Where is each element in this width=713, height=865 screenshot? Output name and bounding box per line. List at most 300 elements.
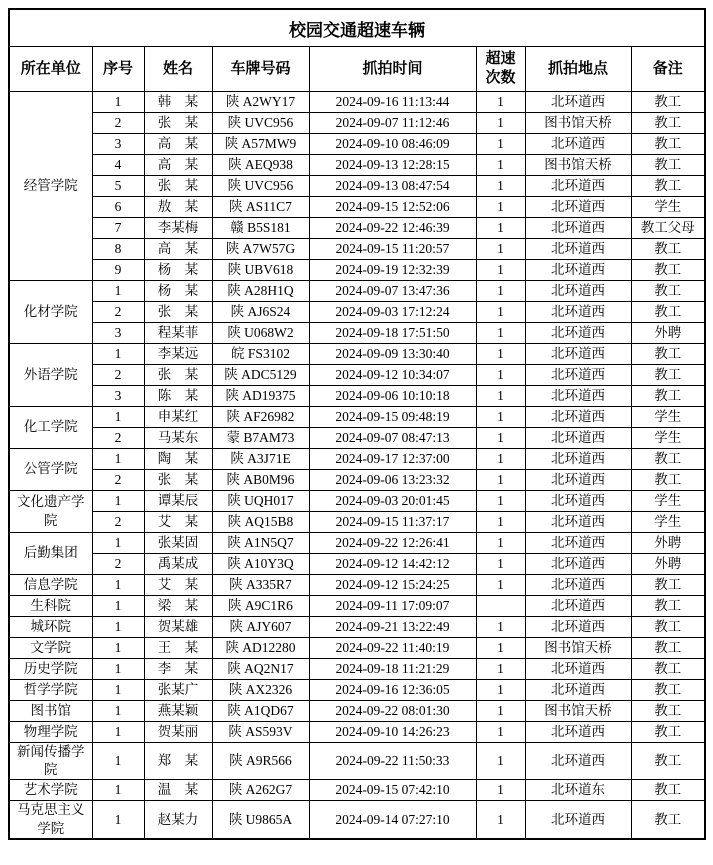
count-cell: 1 bbox=[476, 323, 525, 344]
location-cell: 北环道西 bbox=[525, 323, 631, 344]
plate-cell: 陕 A1N5Q7 bbox=[212, 533, 309, 554]
count-cell: 1 bbox=[476, 281, 525, 302]
no-cell: 1 bbox=[92, 491, 144, 512]
plate-cell: 陕 AX2326 bbox=[212, 680, 309, 701]
unit-cell: 城环院 bbox=[9, 617, 92, 638]
no-cell: 1 bbox=[92, 407, 144, 428]
remark-cell: 外聘 bbox=[631, 323, 705, 344]
table-row bbox=[9, 701, 705, 722]
table-row bbox=[9, 281, 705, 302]
unit-cell: 外语学院 bbox=[9, 344, 92, 407]
plate-cell: 陕 UBV618 bbox=[212, 260, 309, 281]
count-cell: 1 bbox=[476, 743, 525, 780]
plate-cell: 陕 A2WY17 bbox=[212, 92, 309, 113]
table-row bbox=[9, 428, 705, 449]
unit-cell: 生科院 bbox=[9, 596, 92, 617]
name-cell: 高 某 bbox=[144, 155, 212, 176]
location-cell: 北环道西 bbox=[525, 92, 631, 113]
no-cell: 2 bbox=[92, 512, 144, 533]
time-cell: 2024-09-15 11:20:57 bbox=[309, 239, 476, 260]
table-row bbox=[9, 449, 705, 470]
count-cell: 1 bbox=[476, 260, 525, 281]
count-cell: 1 bbox=[476, 491, 525, 512]
count-cell: 1 bbox=[476, 302, 525, 323]
plate-cell: 陕 A9R566 bbox=[212, 743, 309, 780]
time-cell: 2024-09-03 17:12:24 bbox=[309, 302, 476, 323]
plate-cell: 陕 AJY607 bbox=[212, 617, 309, 638]
unit-cell: 经管学院 bbox=[9, 92, 92, 281]
count-cell: 1 bbox=[476, 659, 525, 680]
table-row bbox=[9, 344, 705, 365]
name-cell: 温 某 bbox=[144, 780, 212, 801]
remark-cell: 教工父母 bbox=[631, 218, 705, 239]
name-cell: 艾 某 bbox=[144, 512, 212, 533]
no-cell: 1 bbox=[92, 92, 144, 113]
table-row bbox=[9, 197, 705, 218]
plate-cell: 陕 UQH017 bbox=[212, 491, 309, 512]
remark-cell: 教工 bbox=[631, 155, 705, 176]
unit-cell: 哲学学院 bbox=[9, 680, 92, 701]
time-cell: 2024-09-21 13:22:49 bbox=[309, 617, 476, 638]
location-cell: 北环道西 bbox=[525, 302, 631, 323]
no-cell: 3 bbox=[92, 323, 144, 344]
name-cell: 张 某 bbox=[144, 176, 212, 197]
column-header-time: 抓拍时间 bbox=[309, 47, 476, 92]
plate-cell: 赣 B5S181 bbox=[212, 218, 309, 239]
plate-cell: 陕 UVC956 bbox=[212, 113, 309, 134]
name-cell: 贺某丽 bbox=[144, 722, 212, 743]
name-cell: 王 某 bbox=[144, 638, 212, 659]
unit-cell: 公管学院 bbox=[9, 449, 92, 491]
location-cell: 北环道西 bbox=[525, 743, 631, 780]
table-row bbox=[9, 113, 705, 134]
plate-cell: 陕 A28H1Q bbox=[212, 281, 309, 302]
name-cell: 韩 某 bbox=[144, 92, 212, 113]
column-header-count: 超速次数 bbox=[476, 47, 525, 92]
name-cell: 张某固 bbox=[144, 533, 212, 554]
table-row bbox=[9, 722, 705, 743]
no-cell: 1 bbox=[92, 617, 144, 638]
unit-cell: 信息学院 bbox=[9, 575, 92, 596]
plate-cell: 陕 AD19375 bbox=[212, 386, 309, 407]
count-cell: 1 bbox=[476, 722, 525, 743]
count-cell: 1 bbox=[476, 197, 525, 218]
table-row bbox=[9, 470, 705, 491]
location-cell: 北环道东 bbox=[525, 780, 631, 801]
time-cell: 2024-09-12 10:34:07 bbox=[309, 365, 476, 386]
remark-cell: 教工 bbox=[631, 780, 705, 801]
name-cell: 张 某 bbox=[144, 302, 212, 323]
no-cell: 1 bbox=[92, 701, 144, 722]
plate-cell: 陕 A3J71E bbox=[212, 449, 309, 470]
table-row bbox=[9, 554, 705, 575]
plate-cell: 陕 U9865A bbox=[212, 801, 309, 839]
count-cell: 1 bbox=[476, 801, 525, 839]
time-cell: 2024-09-13 12:28:15 bbox=[309, 155, 476, 176]
column-header-unit: 所在单位 bbox=[9, 47, 92, 92]
name-cell: 高 某 bbox=[144, 239, 212, 260]
plate-cell: 陕 UVC956 bbox=[212, 176, 309, 197]
column-header-name: 姓名 bbox=[144, 47, 212, 92]
no-cell: 6 bbox=[92, 197, 144, 218]
column-header-location: 抓拍地点 bbox=[525, 47, 631, 92]
time-cell: 2024-09-12 14:42:12 bbox=[309, 554, 476, 575]
table-row bbox=[9, 659, 705, 680]
count-cell: 1 bbox=[476, 680, 525, 701]
count-cell: 1 bbox=[476, 155, 525, 176]
plate-cell: 陕 ADC5129 bbox=[212, 365, 309, 386]
location-cell: 北环道西 bbox=[525, 176, 631, 197]
table-row bbox=[9, 365, 705, 386]
table-row bbox=[9, 491, 705, 512]
remark-cell: 教工 bbox=[631, 701, 705, 722]
location-cell: 北环道西 bbox=[525, 680, 631, 701]
location-cell: 北环道西 bbox=[525, 386, 631, 407]
table-row bbox=[9, 92, 705, 113]
time-cell: 2024-09-17 12:37:00 bbox=[309, 449, 476, 470]
no-cell: 3 bbox=[92, 386, 144, 407]
no-cell: 4 bbox=[92, 155, 144, 176]
time-cell: 2024-09-11 17:09:07 bbox=[309, 596, 476, 617]
table-row bbox=[9, 512, 705, 533]
remark-cell: 学生 bbox=[631, 407, 705, 428]
count-cell: 1 bbox=[476, 386, 525, 407]
count-cell: 1 bbox=[476, 512, 525, 533]
no-cell: 1 bbox=[92, 659, 144, 680]
name-cell: 禹某成 bbox=[144, 554, 212, 575]
plate-cell: 皖 FS3102 bbox=[212, 344, 309, 365]
no-cell: 3 bbox=[92, 134, 144, 155]
table-row bbox=[9, 218, 705, 239]
count-cell: 1 bbox=[476, 92, 525, 113]
name-cell: 程某菲 bbox=[144, 323, 212, 344]
column-header-plate: 车牌号码 bbox=[212, 47, 309, 92]
no-cell: 9 bbox=[92, 260, 144, 281]
no-cell: 2 bbox=[92, 428, 144, 449]
table-row bbox=[9, 260, 705, 281]
no-cell: 1 bbox=[92, 801, 144, 839]
name-cell: 陶 某 bbox=[144, 449, 212, 470]
speeding-vehicles-table bbox=[8, 8, 706, 840]
count-cell: 1 bbox=[476, 470, 525, 491]
time-cell: 2024-09-19 12:32:39 bbox=[309, 260, 476, 281]
time-cell: 2024-09-03 20:01:45 bbox=[309, 491, 476, 512]
name-cell: 梁 某 bbox=[144, 596, 212, 617]
time-cell: 2024-09-07 08:47:13 bbox=[309, 428, 476, 449]
count-cell: 1 bbox=[476, 407, 525, 428]
remark-cell: 教工 bbox=[631, 680, 705, 701]
location-cell: 北环道西 bbox=[525, 575, 631, 596]
location-cell: 北环道西 bbox=[525, 554, 631, 575]
location-cell: 北环道西 bbox=[525, 407, 631, 428]
no-cell: 1 bbox=[92, 780, 144, 801]
location-cell: 北环道西 bbox=[525, 659, 631, 680]
remark-cell: 学生 bbox=[631, 197, 705, 218]
unit-cell: 艺术学院 bbox=[9, 780, 92, 801]
plate-cell: 陕 AF26982 bbox=[212, 407, 309, 428]
count-cell: 1 bbox=[476, 134, 525, 155]
table-row bbox=[9, 533, 705, 554]
no-cell: 7 bbox=[92, 218, 144, 239]
no-cell: 2 bbox=[92, 365, 144, 386]
time-cell: 2024-09-14 07:27:10 bbox=[309, 801, 476, 839]
time-cell: 2024-09-15 12:52:06 bbox=[309, 197, 476, 218]
count-cell: 1 bbox=[476, 113, 525, 134]
remark-cell: 教工 bbox=[631, 92, 705, 113]
unit-cell: 物理学院 bbox=[9, 722, 92, 743]
count-cell: 1 bbox=[476, 617, 525, 638]
table-row bbox=[9, 780, 705, 801]
table-row bbox=[9, 743, 705, 780]
unit-cell: 马克思主义学院 bbox=[9, 801, 92, 839]
remark-cell: 教工 bbox=[631, 134, 705, 155]
remark-cell: 教工 bbox=[631, 638, 705, 659]
name-cell: 赵某力 bbox=[144, 801, 212, 839]
location-cell: 北环道西 bbox=[525, 428, 631, 449]
no-cell: 1 bbox=[92, 743, 144, 780]
table-row bbox=[9, 302, 705, 323]
no-cell: 1 bbox=[92, 344, 144, 365]
name-cell: 陈 某 bbox=[144, 386, 212, 407]
table-row bbox=[9, 407, 705, 428]
remark-cell: 学生 bbox=[631, 512, 705, 533]
name-cell: 张 某 bbox=[144, 113, 212, 134]
plate-cell: 陕 AQ2N17 bbox=[212, 659, 309, 680]
column-header-no: 序号 bbox=[92, 47, 144, 92]
time-cell: 2024-09-22 12:26:41 bbox=[309, 533, 476, 554]
count-cell: 1 bbox=[476, 533, 525, 554]
location-cell: 北环道西 bbox=[525, 218, 631, 239]
no-cell: 1 bbox=[92, 722, 144, 743]
time-cell: 2024-09-18 11:21:29 bbox=[309, 659, 476, 680]
no-cell: 1 bbox=[92, 680, 144, 701]
unit-cell: 文化遗产学院 bbox=[9, 491, 92, 533]
unit-cell: 新闻传播学院 bbox=[9, 743, 92, 780]
time-cell: 2024-09-10 08:46:09 bbox=[309, 134, 476, 155]
time-cell: 2024-09-10 14:26:23 bbox=[309, 722, 476, 743]
name-cell: 燕某颖 bbox=[144, 701, 212, 722]
name-cell: 马某东 bbox=[144, 428, 212, 449]
name-cell: 李某梅 bbox=[144, 218, 212, 239]
table-row bbox=[9, 323, 705, 344]
remark-cell: 教工 bbox=[631, 176, 705, 197]
name-cell: 艾 某 bbox=[144, 575, 212, 596]
time-cell: 2024-09-22 11:50:33 bbox=[309, 743, 476, 780]
location-cell: 图书馆天桥 bbox=[525, 155, 631, 176]
table-row bbox=[9, 801, 705, 839]
plate-cell: 陕 A9C1R6 bbox=[212, 596, 309, 617]
plate-cell: 陕 A262G7 bbox=[212, 780, 309, 801]
time-cell: 2024-09-06 13:23:32 bbox=[309, 470, 476, 491]
time-cell: 2024-09-15 07:42:10 bbox=[309, 780, 476, 801]
remark-cell: 教工 bbox=[631, 470, 705, 491]
remark-cell: 教工 bbox=[631, 617, 705, 638]
count-cell: 1 bbox=[476, 449, 525, 470]
location-cell: 北环道西 bbox=[525, 617, 631, 638]
remark-cell: 教工 bbox=[631, 365, 705, 386]
plate-cell: 陕 A10Y3Q bbox=[212, 554, 309, 575]
time-cell: 2024-09-22 12:46:39 bbox=[309, 218, 476, 239]
remark-cell: 教工 bbox=[631, 575, 705, 596]
plate-cell: 陕 U068W2 bbox=[212, 323, 309, 344]
table-row bbox=[9, 638, 705, 659]
name-cell: 杨 某 bbox=[144, 281, 212, 302]
count-cell: 1 bbox=[476, 554, 525, 575]
remark-cell: 教工 bbox=[631, 344, 705, 365]
no-cell: 2 bbox=[92, 470, 144, 491]
plate-cell: 陕 AD12280 bbox=[212, 638, 309, 659]
name-cell: 敖 某 bbox=[144, 197, 212, 218]
table-row bbox=[9, 386, 705, 407]
remark-cell: 教工 bbox=[631, 302, 705, 323]
no-cell: 1 bbox=[92, 449, 144, 470]
remark-cell: 教工 bbox=[631, 281, 705, 302]
location-cell: 图书馆天桥 bbox=[525, 638, 631, 659]
plate-cell: 蒙 B7AM73 bbox=[212, 428, 309, 449]
time-cell: 2024-09-06 10:10:18 bbox=[309, 386, 476, 407]
plate-cell: 陕 AEQ938 bbox=[212, 155, 309, 176]
name-cell: 张某广 bbox=[144, 680, 212, 701]
plate-cell: 陕 AS11C7 bbox=[212, 197, 309, 218]
location-cell: 北环道西 bbox=[525, 596, 631, 617]
time-cell: 2024-09-12 15:24:25 bbox=[309, 575, 476, 596]
location-cell: 北环道西 bbox=[525, 344, 631, 365]
count-cell: 1 bbox=[476, 701, 525, 722]
table-row bbox=[9, 155, 705, 176]
count-cell: 1 bbox=[476, 365, 525, 386]
remark-cell: 教工 bbox=[631, 596, 705, 617]
count-cell bbox=[476, 596, 525, 617]
remark-cell: 教工 bbox=[631, 801, 705, 839]
name-cell: 谭某辰 bbox=[144, 491, 212, 512]
remark-cell: 教工 bbox=[631, 722, 705, 743]
table-row bbox=[9, 176, 705, 197]
no-cell: 1 bbox=[92, 596, 144, 617]
time-cell: 2024-09-18 17:51:50 bbox=[309, 323, 476, 344]
location-cell: 北环道西 bbox=[525, 512, 631, 533]
plate-cell: 陕 AS593V bbox=[212, 722, 309, 743]
remark-cell: 外聘 bbox=[631, 554, 705, 575]
location-cell: 北环道西 bbox=[525, 801, 631, 839]
location-cell: 北环道西 bbox=[525, 260, 631, 281]
name-cell: 郑 某 bbox=[144, 743, 212, 780]
plate-cell: 陕 AQ15B8 bbox=[212, 512, 309, 533]
name-cell: 杨 某 bbox=[144, 260, 212, 281]
no-cell: 8 bbox=[92, 239, 144, 260]
unit-cell: 图书馆 bbox=[9, 701, 92, 722]
name-cell: 李 某 bbox=[144, 659, 212, 680]
remark-cell: 教工 bbox=[631, 659, 705, 680]
name-cell: 高 某 bbox=[144, 134, 212, 155]
unit-cell: 文学院 bbox=[9, 638, 92, 659]
remark-cell: 教工 bbox=[631, 239, 705, 260]
count-cell: 1 bbox=[476, 344, 525, 365]
table-row bbox=[9, 239, 705, 260]
remark-cell: 学生 bbox=[631, 428, 705, 449]
location-cell: 北环道西 bbox=[525, 281, 631, 302]
no-cell: 2 bbox=[92, 113, 144, 134]
time-cell: 2024-09-22 08:01:30 bbox=[309, 701, 476, 722]
page-title: 校园交通超速车辆 bbox=[9, 9, 705, 47]
no-cell: 1 bbox=[92, 638, 144, 659]
time-cell: 2024-09-15 09:48:19 bbox=[309, 407, 476, 428]
table-row bbox=[9, 134, 705, 155]
no-cell: 1 bbox=[92, 281, 144, 302]
time-cell: 2024-09-16 12:36:05 bbox=[309, 680, 476, 701]
table-row bbox=[9, 680, 705, 701]
count-cell: 1 bbox=[476, 780, 525, 801]
time-cell: 2024-09-09 13:30:40 bbox=[309, 344, 476, 365]
remark-cell: 教工 bbox=[631, 260, 705, 281]
name-cell: 贺某雄 bbox=[144, 617, 212, 638]
count-cell: 1 bbox=[476, 218, 525, 239]
time-cell: 2024-09-07 11:12:46 bbox=[309, 113, 476, 134]
unit-cell: 历史学院 bbox=[9, 659, 92, 680]
table-row bbox=[9, 575, 705, 596]
plate-cell: 陕 A1QD67 bbox=[212, 701, 309, 722]
table-row bbox=[9, 617, 705, 638]
remark-cell: 教工 bbox=[631, 449, 705, 470]
count-cell: 1 bbox=[476, 575, 525, 596]
plate-cell: 陕 AB0M96 bbox=[212, 470, 309, 491]
plate-cell: 陕 A335R7 bbox=[212, 575, 309, 596]
location-cell: 北环道西 bbox=[525, 470, 631, 491]
location-cell: 北环道西 bbox=[525, 134, 631, 155]
location-cell: 北环道西 bbox=[525, 533, 631, 554]
location-cell: 北环道西 bbox=[525, 491, 631, 512]
header-row bbox=[9, 47, 705, 92]
unit-cell: 后勤集团 bbox=[9, 533, 92, 575]
column-header-remark: 备注 bbox=[631, 47, 705, 92]
location-cell: 北环道西 bbox=[525, 239, 631, 260]
time-cell: 2024-09-13 08:47:54 bbox=[309, 176, 476, 197]
time-cell: 2024-09-15 11:37:17 bbox=[309, 512, 476, 533]
time-cell: 2024-09-22 11:40:19 bbox=[309, 638, 476, 659]
remark-cell: 外聘 bbox=[631, 533, 705, 554]
location-cell: 北环道西 bbox=[525, 197, 631, 218]
remark-cell: 教工 bbox=[631, 113, 705, 134]
remark-cell: 教工 bbox=[631, 743, 705, 780]
location-cell: 北环道西 bbox=[525, 722, 631, 743]
no-cell: 5 bbox=[92, 176, 144, 197]
title-row bbox=[9, 9, 705, 47]
unit-cell: 化工学院 bbox=[9, 407, 92, 449]
plate-cell: 陕 AJ6S24 bbox=[212, 302, 309, 323]
no-cell: 1 bbox=[92, 575, 144, 596]
name-cell: 张 某 bbox=[144, 470, 212, 491]
location-cell: 图书馆天桥 bbox=[525, 113, 631, 134]
name-cell: 张 某 bbox=[144, 365, 212, 386]
location-cell: 北环道西 bbox=[525, 365, 631, 386]
plate-cell: 陕 A7W57G bbox=[212, 239, 309, 260]
unit-cell: 化材学院 bbox=[9, 281, 92, 344]
no-cell: 2 bbox=[92, 302, 144, 323]
location-cell: 图书馆天桥 bbox=[525, 701, 631, 722]
table-row bbox=[9, 596, 705, 617]
table-body bbox=[9, 92, 705, 839]
no-cell: 2 bbox=[92, 554, 144, 575]
plate-cell: 陕 A57MW9 bbox=[212, 134, 309, 155]
count-cell: 1 bbox=[476, 176, 525, 197]
remark-cell: 学生 bbox=[631, 491, 705, 512]
name-cell: 李某远 bbox=[144, 344, 212, 365]
no-cell: 1 bbox=[92, 533, 144, 554]
count-cell: 1 bbox=[476, 428, 525, 449]
count-cell: 1 bbox=[476, 239, 525, 260]
time-cell: 2024-09-07 13:47:36 bbox=[309, 281, 476, 302]
time-cell: 2024-09-16 11:13:44 bbox=[309, 92, 476, 113]
name-cell: 申某红 bbox=[144, 407, 212, 428]
